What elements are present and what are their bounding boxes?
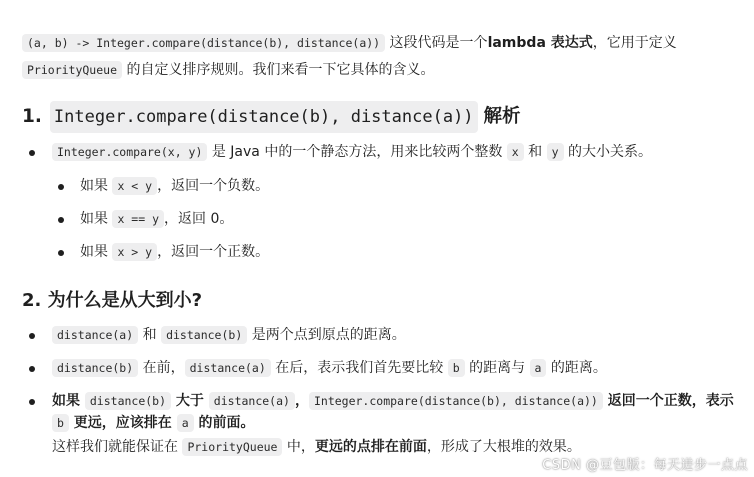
list-text: 这样我们就能保证在: [52, 439, 183, 455]
inline-code: PriorityQueue: [182, 438, 282, 456]
list-text: ，返回一个负数。: [157, 178, 270, 194]
intro-text: 这段代码是一个: [385, 35, 488, 51]
bold-text: ，: [294, 393, 309, 409]
list-text: 和: [138, 327, 162, 343]
inline-code: b: [52, 414, 69, 432]
bold-text: 如果: [52, 393, 85, 409]
list-text: 在前，: [138, 360, 185, 376]
inline-code: distance(a): [209, 392, 295, 410]
list-item: [22, 141, 742, 163]
inline-code: distance(b): [85, 392, 171, 410]
section1-heading-suffix: 解析: [483, 106, 521, 127]
section2-heading: 2. 为什么是从大到小?: [22, 290, 203, 311]
list-item: [22, 390, 742, 461]
section1-heading-code: Integer.compare(distance(b), distance(a)): [50, 101, 478, 133]
intro-paragraph: [22, 30, 742, 84]
list-text: 的距离与: [464, 360, 530, 376]
article-content: [22, 30, 742, 461]
bold-text: 更远的点排在前面: [314, 439, 427, 455]
list-text: 的距离。: [546, 360, 607, 376]
inline-code: PriorityQueue: [22, 61, 122, 79]
inline-code: Integer.compare(x, y): [52, 143, 207, 161]
list-text: 是两个点到原点的距离。: [247, 327, 406, 343]
inline-code: a: [530, 359, 547, 377]
bold-text: 大于: [171, 393, 209, 409]
list-text: 如果: [80, 211, 113, 227]
inline-code: distance(b): [52, 359, 138, 377]
list-text: 中，: [282, 439, 315, 455]
section1-list: [22, 141, 742, 163]
list-text: ，返回 0。: [164, 211, 234, 227]
bold-text: 返回一个正数，表示: [602, 393, 734, 409]
inline-code: a: [177, 414, 194, 432]
list-item: [22, 241, 742, 263]
inline-code: b: [448, 359, 465, 377]
list-item: [22, 324, 742, 346]
bold-text: 更远，应该排在: [68, 415, 177, 431]
list-text: 在后，表示我们首先要比较: [270, 360, 448, 376]
inline-code: distance(a): [185, 359, 271, 377]
section1-number: 1.: [22, 106, 42, 127]
list-item: [22, 175, 742, 197]
inline-code: x < y: [112, 177, 157, 195]
list-text: ，形成了大根堆的效果。: [426, 439, 581, 455]
list-text: 的大小关系。: [563, 144, 653, 160]
list-item: [22, 357, 742, 379]
section2-list: [22, 324, 742, 461]
list-text: ，返回一个正数。: [157, 244, 270, 260]
watermark: CSDN @豆包版：每天进步一点点: [542, 458, 748, 473]
intro-text: 的自定义排序规则。我们来看一下它具体的含义。: [122, 62, 435, 78]
inline-code: (a, b) -> Integer.compare(distance(b), distance(a)): [22, 34, 385, 52]
bold-text: 的前面。: [193, 415, 255, 431]
intro-text: ，它用于定义: [592, 35, 677, 51]
inline-code: x > y: [112, 243, 157, 261]
inline-code: y: [547, 143, 564, 161]
inline-code: distance(a): [52, 326, 138, 344]
list-text: 和: [523, 144, 547, 160]
inline-code: distance(b): [161, 326, 247, 344]
list-text: 如果: [80, 178, 113, 194]
inline-code: x: [507, 143, 524, 161]
section1-sublist: [22, 175, 742, 263]
list-item: [22, 208, 742, 230]
inline-code: x == y: [112, 210, 164, 228]
list-text: 如果: [80, 244, 113, 260]
list-text: 是 Java 中的一个静态方法，用来比较两个整数: [207, 144, 507, 160]
intro-bold: lambda 表达式: [487, 35, 593, 51]
inline-code: Integer.compare(distance(b), distance(a)): [309, 392, 603, 410]
section1-heading: [22, 101, 742, 133]
